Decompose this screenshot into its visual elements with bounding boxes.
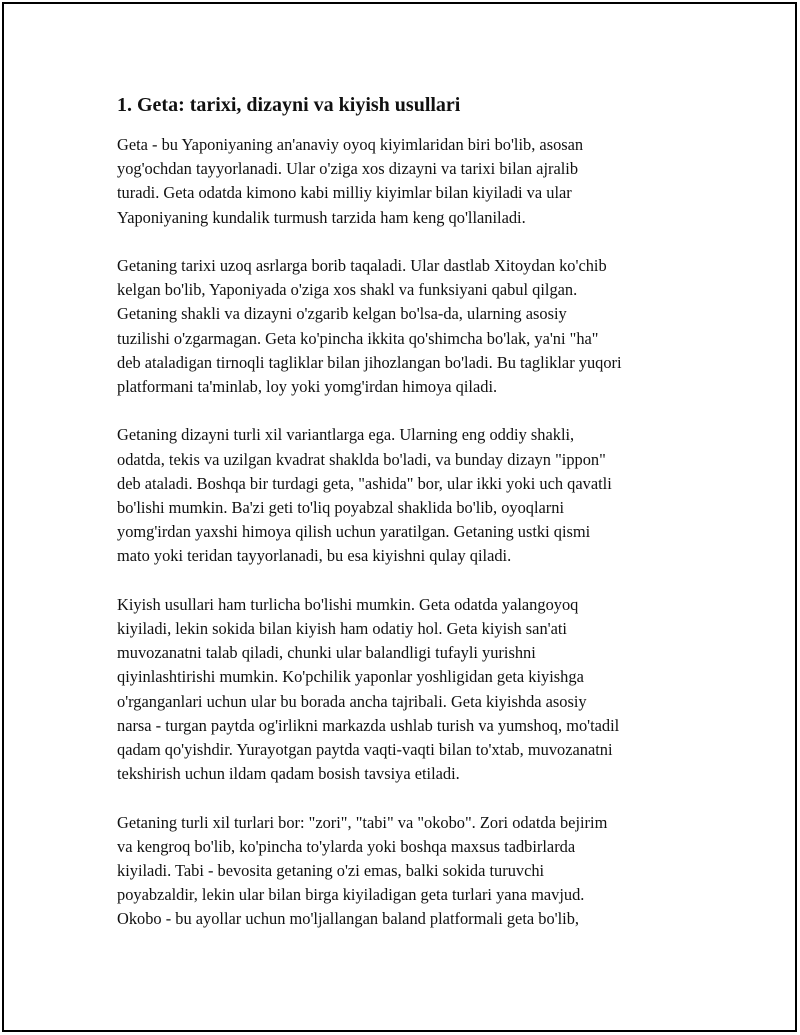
text-line: deb ataladigan tirnoqli tagliklar bilan jihozlangan bo'ladi. Bu tagliklar yuqori <box>117 352 622 372</box>
text-line: yomg'irdan yaxshi himoya qilish uchun yaratilgan. Getaning ustki qismi <box>117 522 591 542</box>
paragraph-design <box>117 423 697 568</box>
text-line: mato yoki teridan tayyorlanadi, bu esa kiyishni qulay qiladi. <box>117 546 512 566</box>
text-line: tekshirish uchun ildam qadam bosish tavsiya etiladi. <box>117 764 460 784</box>
text-line: qadam qo'yishdir. Yurayotgan paytda vaqti-vaqti bilan to'xtab, muvozanatni <box>117 740 613 760</box>
text-line: tuzilishi o'zgarmagan. Geta ko'pincha ikkita qo'shimcha bo'lak, ya'ni "ha" <box>117 328 599 348</box>
text-line: deb ataladi. Boshqa bir turdagi geta, "ashida" bor, ular ikki yoki uch qavatli <box>117 473 612 493</box>
text-line: Yaponiyaning kundalik turmush tarzida ham keng qo'llaniladi. <box>117 207 526 227</box>
text-line: qiyinlashtirishi mumkin. Ko'pchilik yaponlar yoshligidan geta kiyishga <box>117 667 584 687</box>
document-title: 1. Geta: tarixi, dizayni va kiyish usullari <box>117 94 461 116</box>
text-line: va kengroq bo'lib, ko'pincha to'ylarda yoki boshqa maxsus tadbirlarda <box>117 836 576 856</box>
text-line: Getaning shakli va dizayni o'zgarib kelgan bo'lsa-da, ularning asosiy <box>117 304 567 324</box>
text-line: yog'ochdan tayyorlanadi. Ular o'ziga xos dizayni va tarixi bilan ajralib <box>117 159 579 179</box>
paragraph-intro <box>117 133 697 230</box>
text-line: odatda, tekis va uzilgan kvadrat shaklda bo'ladi, va bunday dizayn "ippon" <box>117 449 606 469</box>
text-line: Getaning turli xil turlari bor: "zori", "tabi" va "okobo". Zori odatda bejirim <box>117 812 608 832</box>
text-line: Getaning tarixi uzoq asrlarga borib taqaladi. Ular dastlab Xitoydan ko'chib <box>117 256 607 275</box>
text-line: Geta - bu Yaponiyaning an'anaviy oyoq kiyimlaridan biri bo'lib, asosan <box>117 135 584 154</box>
text-line: kiyiladi. Tabi - bevosita getaning o'zi emas, balki sokida turuvchi <box>117 861 545 881</box>
text-line: turadi. Geta odatda kimono kabi milliy kiyimlar bilan kiyiladi va ular <box>117 183 572 203</box>
text-line: bo'lishi mumkin. Ba'zi geti to'liq poyabzal shaklida bo'lib, oyoqlarni <box>117 498 565 518</box>
text-line: o'rganganlari uchun ular bu borada ancha tajribali. Geta kiyishda asosiy <box>117 691 587 711</box>
text-line: Okobo - bu ayollar uchun mo'ljallangan baland platformali geta bo'lib, <box>117 909 579 929</box>
text-line: kiyiladi, lekin sokida bilan kiyish ham odatiy hol. Geta kiyish san'ati <box>117 619 567 639</box>
text-line: narsa - turgan paytda og'irlikni markazda ushlab turish va yumshoq, mo'tadil <box>117 715 620 735</box>
text-line: muvozanatni talab qiladi, chunki ular balandligi tufayli yurishni <box>117 643 536 663</box>
paragraph-types <box>117 811 697 932</box>
text-line: platformani ta'minlab, loy yoki yomg'irdan himoya qiladi. <box>117 377 498 397</box>
document-body <box>117 92 697 932</box>
text-line: Kiyish usullari ham turlicha bo'lishi mumkin. Geta odatda yalangoyoq <box>117 594 579 614</box>
text-line: kelgan bo'lib, Yaponiyada o'ziga xos shakl va funksiyani qabul qilgan. <box>117 280 578 300</box>
paragraph-wearing <box>117 593 697 787</box>
paragraph-history <box>117 254 697 399</box>
text-line: Getaning dizayni turli xil variantlarga ega. Ularning eng oddiy shakli, <box>117 425 575 445</box>
text-line: poyabzaldir, lekin ular bilan birga kiyiladigan geta turlari yana mavjud. <box>117 885 585 905</box>
